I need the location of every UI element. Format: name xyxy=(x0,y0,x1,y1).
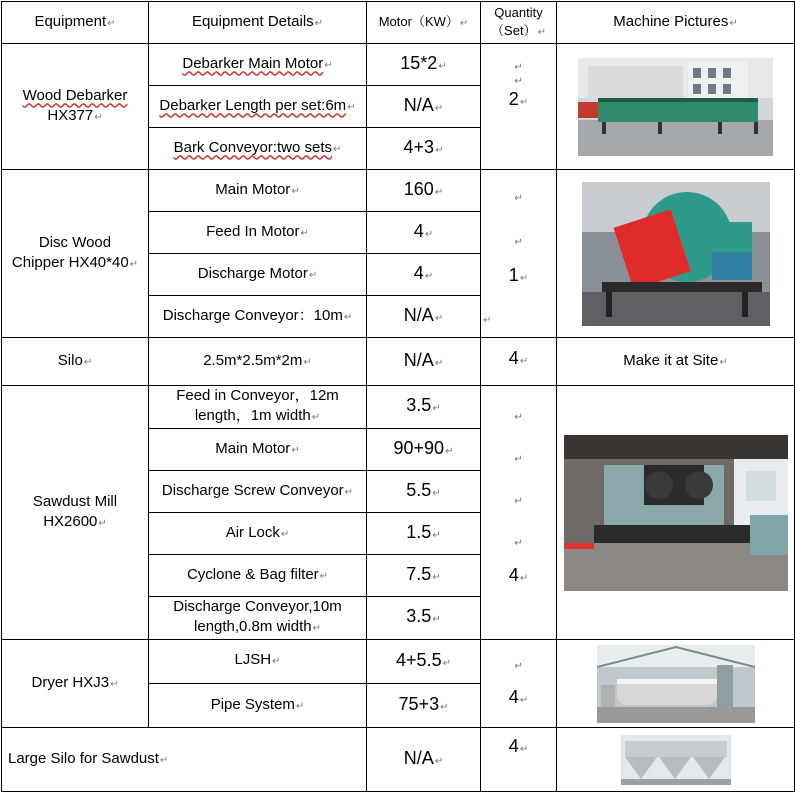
quantity-debarker: ↵ ↵ 2↵ xyxy=(481,44,557,170)
mill-photo-image xyxy=(564,435,788,591)
header-quantity-line1: Quantity xyxy=(494,4,543,20)
motor-cell: 15*2↵ xyxy=(367,44,481,86)
motor-cell: 3.5↵ xyxy=(367,597,481,640)
motor-cell: N/A↵ xyxy=(367,296,481,338)
motor-cell: 4+5.5↵ xyxy=(367,640,481,684)
chipper-photo-image xyxy=(582,182,770,326)
equipment-name-line1: Disc Wood xyxy=(38,233,112,251)
motor-cell: 160↵ xyxy=(367,170,481,212)
equipment-name-line1: Sawdust Mill xyxy=(32,492,118,510)
quantity-chipper: ↵ ↵ 1↵ ↵ xyxy=(481,170,557,338)
equipment-debarker xyxy=(2,44,149,170)
table-row xyxy=(2,728,795,792)
detail-cell: Discharge Conveyor,10m length,0.8m width↵ xyxy=(149,597,367,640)
picture-large-silo xyxy=(557,728,795,792)
dryer-photo xyxy=(597,645,755,723)
motor-cell: 4↵ xyxy=(367,212,481,254)
motor-cell: 5.5↵ xyxy=(367,471,481,513)
detail-cell: LJSH↵ xyxy=(149,640,367,684)
table-row xyxy=(2,338,795,386)
table-row xyxy=(2,170,795,212)
detail-cell: 2.5m*2.5m*2m↵ xyxy=(149,338,367,386)
detail-cell: Main Motor↵ xyxy=(149,170,367,212)
picture-mill xyxy=(557,386,795,640)
quantity-mill: ↵ ↵ ↵ ↵ 4↵ xyxy=(481,386,557,640)
picture-debarker xyxy=(557,44,795,170)
equipment-silo: Silo↵ xyxy=(2,338,149,386)
detail-cell: Pipe System↵ xyxy=(149,684,367,728)
detail-cell: Debarker Length per set:6m↵ xyxy=(149,86,367,128)
debarker-photo-image xyxy=(578,58,773,156)
equipment-large-silo: Large Silo for Sawdust↵ xyxy=(2,728,367,792)
motor-cell: N/A↵ xyxy=(367,86,481,128)
quantity-silo: 4↵ xyxy=(481,338,557,386)
detail-cell: Air Lock↵ xyxy=(149,513,367,555)
equipment-name-line2: Chipper HX40*40↵ xyxy=(11,253,139,271)
motor-cell: 1.5↵ xyxy=(367,513,481,555)
quantity-large-silo: 4↵ xyxy=(481,728,557,792)
header-motor: Motor（KW）↵ xyxy=(367,2,481,44)
detail-cell: Main Motor↵ xyxy=(149,429,367,471)
header-row xyxy=(2,2,795,44)
picture-dryer xyxy=(557,640,795,728)
header-quantity xyxy=(481,2,557,44)
table-row xyxy=(2,640,795,684)
equipment-table xyxy=(1,1,795,792)
chipper-photo xyxy=(582,182,770,326)
detail-cell: Bark Conveyor:two sets↵ xyxy=(149,128,367,170)
picture-silo: Make it at Site↵ xyxy=(557,338,795,386)
detail-cell: Discharge Screw Conveyor↵ xyxy=(149,471,367,513)
detail-cell: Discharge Motor↵ xyxy=(149,254,367,296)
header-quantity-line2: （Set）↵ xyxy=(491,22,546,38)
motor-cell: 75+3↵ xyxy=(367,684,481,728)
motor-cell: 7.5↵ xyxy=(367,555,481,597)
picture-chipper xyxy=(557,170,795,338)
motor-cell: N/A↵ xyxy=(367,338,481,386)
motor-cell: 4↵ xyxy=(367,254,481,296)
mill-photo xyxy=(564,435,788,591)
equipment-dryer: Dryer HXJ3↵ xyxy=(2,640,149,728)
dryer-photo-image xyxy=(597,645,755,723)
equipment-mill xyxy=(2,386,149,640)
table-row xyxy=(2,386,795,429)
detail-cell: Cyclone & Bag filter↵ xyxy=(149,555,367,597)
motor-cell: 90+90↵ xyxy=(367,429,481,471)
header-equipment: Equipment↵ xyxy=(2,2,149,44)
equipment-chipper xyxy=(2,170,149,338)
equipment-name-line2: HX377↵ xyxy=(47,106,103,124)
equipment-name-line1: Wood Debarker xyxy=(22,86,128,104)
equipment-name-line2: HX2600↵ xyxy=(43,512,107,530)
table-row xyxy=(2,44,795,86)
detail-cell: Feed in Conveyor，12m length，1m width↵ xyxy=(149,386,367,429)
motor-cell: 3.5↵ xyxy=(367,386,481,429)
detail-cell: Feed In Motor↵ xyxy=(149,212,367,254)
large-silo-photo xyxy=(621,735,731,785)
large-silo-photo-image xyxy=(621,735,731,785)
detail-cell: Debarker Main Motor↵ xyxy=(149,44,367,86)
header-pictures: Machine Pictures↵ xyxy=(557,2,795,44)
detail-cell: Discharge Conveyor：10m↵ xyxy=(149,296,367,338)
motor-cell: 4+3↵ xyxy=(367,128,481,170)
header-details: Equipment Details↵ xyxy=(149,2,367,44)
debarker-photo xyxy=(578,58,773,156)
motor-cell: N/A↵ xyxy=(367,728,481,792)
quantity-dryer: ↵ 4↵ xyxy=(481,640,557,728)
